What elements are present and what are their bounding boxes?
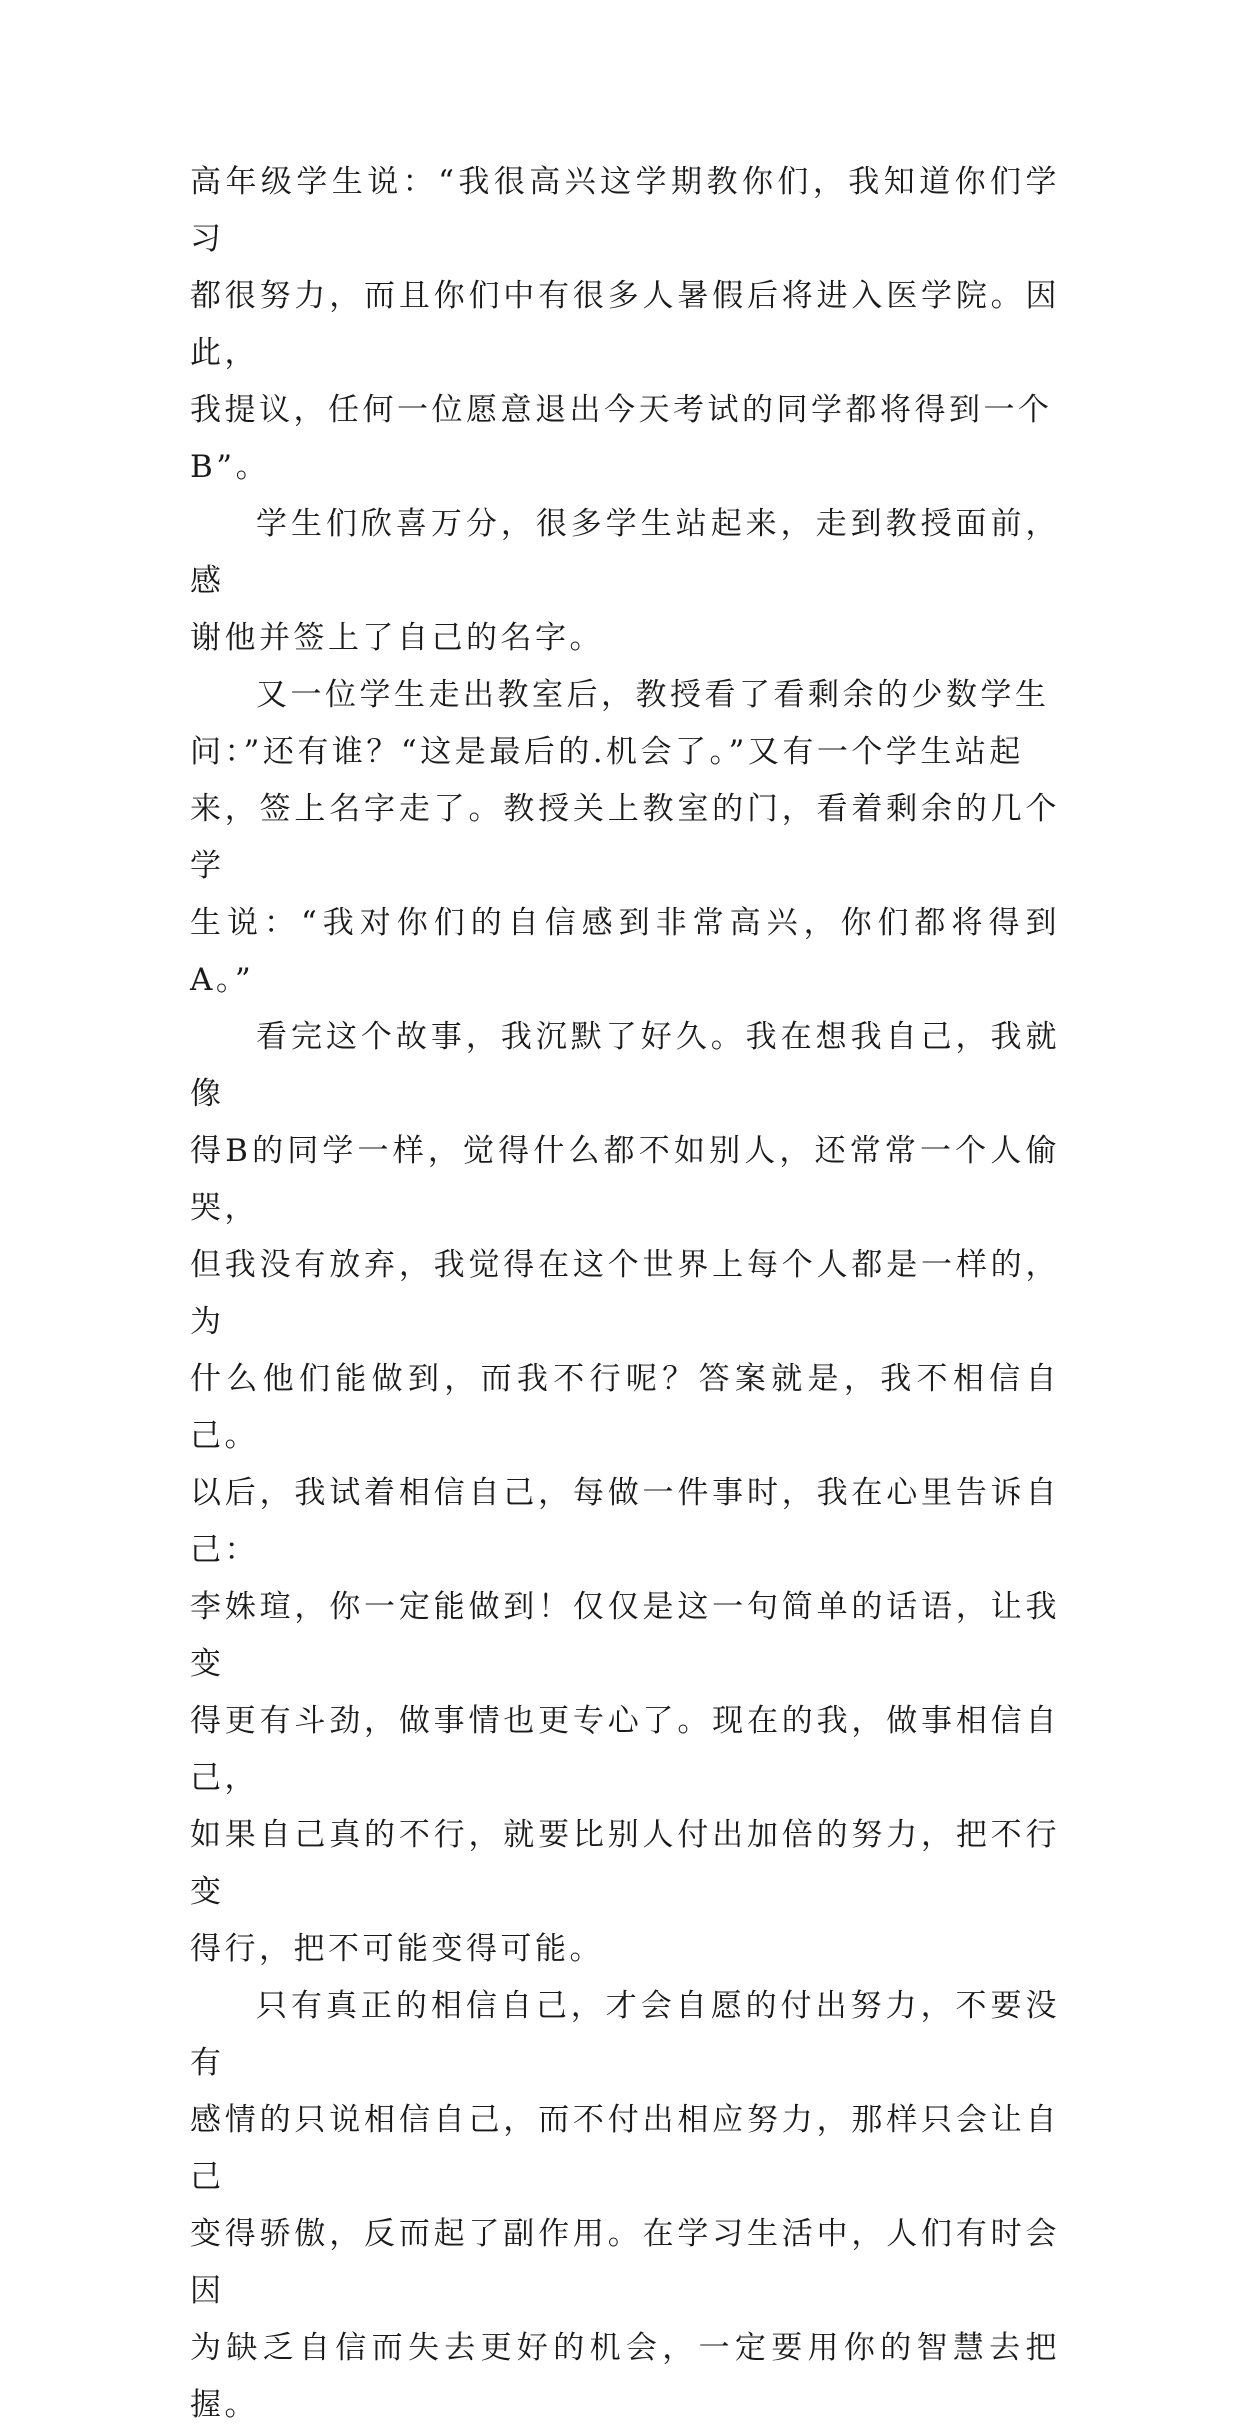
line: 高年级学生说：“我很高兴这学期教你们，我知道你们学习 <box>190 164 1060 257</box>
line: 感情的只说相信自己，而不付出相应努力，那样只会让自己 <box>190 2102 1060 2195</box>
line: 得行，把不可能变得可能。 <box>190 1931 604 1967</box>
paragraph-3 <box>190 667 1060 1009</box>
line: 为缺乏自信而失去更好的机会，一定要用你的智慧去把握。 <box>190 2330 1060 2423</box>
line: 谢他并签上了自己的名字。 <box>190 620 604 656</box>
paragraph-5 <box>190 1978 1060 2434</box>
paragraph-1 <box>190 154 1060 496</box>
line: 看完这个故事，我沉默了好久。我在想我自己，我就像 <box>190 1019 1060 1112</box>
line: 但我没有放弃，我觉得在这个世界上每个人都是一样的，为 <box>190 1247 1060 1340</box>
line: 什么他们能做到，而我不行呢？答案就是，我不相信自己。 <box>190 1361 1060 1454</box>
line: 李姝瑄，你一定能做到！仅仅是这一句简单的话语，让我变 <box>190 1589 1060 1682</box>
line: 如果自己真的不行，就要比别人付出加倍的努力，把不行变 <box>190 1817 1060 1910</box>
line: 只有真正的相信自己，才会自愿的付出努力，不要没有 <box>190 1988 1060 2081</box>
line: 变得骄傲，反而起了副作用。在学习生活中，人们有时会因 <box>190 2216 1060 2309</box>
line: 都很努力，而且你们中有很多人暑假后将进入医学院。因此， <box>190 278 1060 371</box>
line: 我提议，任何一位愿意退出今天考试的同学都将得到一个 <box>190 392 1053 428</box>
line: B”。 <box>190 449 271 485</box>
line: 又一位学生走出教室后，教授看了看剩余的少数学生 <box>256 677 1050 713</box>
line: 以后，我试着相信自己，每做一件事时，我在心里告诉自己： <box>190 1475 1060 1568</box>
line: 问：”还有谁？“这是最后的.机会了。”又有一个学生站起 <box>190 734 1024 770</box>
paragraph-4 <box>190 1009 1060 1978</box>
line: 得B的同学一样，觉得什么都不如别人，还常常一个人偷哭， <box>190 1133 1060 1226</box>
document-body <box>190 154 1060 2434</box>
line: 来，签上名字走了。教授关上教室的门，看着剩余的几个学 <box>190 791 1060 884</box>
line: 得更有斗劲，做事情也更专心了。现在的我，做事相信自己， <box>190 1703 1060 1796</box>
line: 学生们欣喜万分，很多学生站起来，走到教授面前，感 <box>190 506 1060 599</box>
paragraph-2 <box>190 496 1060 667</box>
line: 生说：“我对你们的自信感到非常高兴，你们都将得到A。” <box>190 905 1060 998</box>
